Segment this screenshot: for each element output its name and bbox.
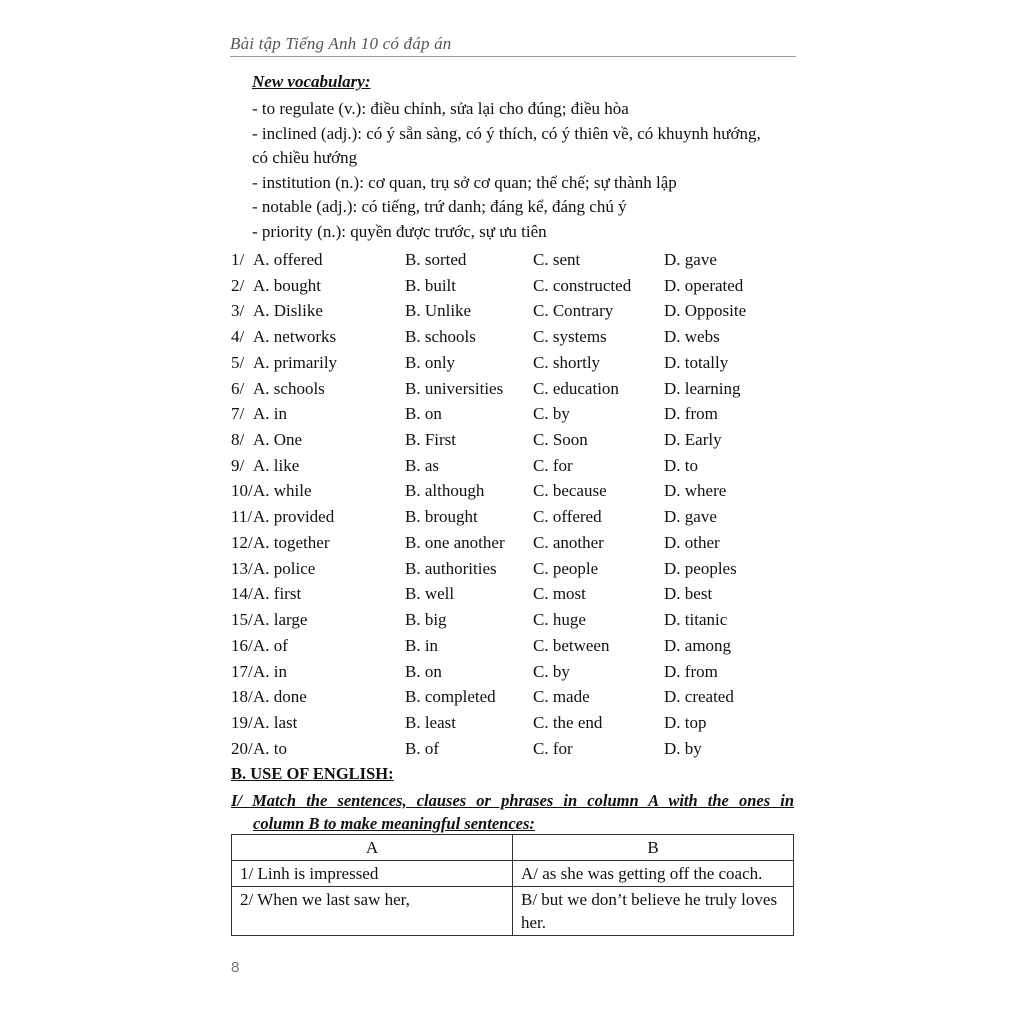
question-number: 15/ xyxy=(231,610,253,630)
question-number: 18/ xyxy=(231,687,253,707)
page-number: 8 xyxy=(231,959,240,976)
option-d: D. operated xyxy=(664,275,744,295)
question-number: 9/ xyxy=(231,455,245,475)
option-d: D. Early xyxy=(664,430,722,450)
vocab-item-notable: - notable (adj.): có tiếng, trứ danh; đáng kể, đáng chú ý xyxy=(252,197,627,217)
option-b: B. well xyxy=(405,584,455,604)
question-row xyxy=(231,455,797,481)
question-row xyxy=(231,532,797,558)
option-c: C. because xyxy=(533,481,607,501)
question-number: 14/ xyxy=(231,584,253,604)
question-number: 2/ xyxy=(231,275,245,295)
question-row xyxy=(231,429,797,455)
question-number: 6/ xyxy=(231,378,245,398)
question-row xyxy=(231,686,797,712)
option-d: D. gave xyxy=(664,507,717,527)
option-b: B. Unlike xyxy=(405,301,472,321)
option-c: C. by xyxy=(533,404,570,424)
option-b: B. sorted xyxy=(405,250,467,269)
option-d: D. created xyxy=(664,687,734,707)
option-a: A. One xyxy=(253,430,303,450)
question-row xyxy=(231,661,797,687)
question-row xyxy=(231,480,797,506)
option-c: C. people xyxy=(533,558,599,578)
question-number: 13/ xyxy=(231,558,253,578)
running-header: Bài tập Tiếng Anh 10 có đáp án xyxy=(230,34,452,53)
vocab-item-regulate: - to regulate (v.): điều chỉnh, sửa lại cho đúng; điều hòa xyxy=(252,99,629,118)
question-number: 20/ xyxy=(231,738,253,758)
table-header-row xyxy=(232,835,794,861)
question-row xyxy=(231,583,797,609)
option-a: A. schools xyxy=(253,378,325,398)
option-b: B. least xyxy=(405,712,456,732)
question-number: 5/ xyxy=(231,352,245,372)
option-c: C. the end xyxy=(533,712,603,732)
option-b: B. built xyxy=(405,275,457,295)
option-d: D. from xyxy=(664,404,718,424)
question-row xyxy=(231,403,797,429)
table-cell-b: A/ as she was getting off the coach. xyxy=(513,861,794,887)
section-b-title: B. USE OF ENGLISH: xyxy=(231,764,394,783)
option-c: C. huge xyxy=(533,610,586,630)
option-b: B. one another xyxy=(405,532,505,552)
question-number: 12/ xyxy=(231,532,253,552)
question-row xyxy=(231,558,797,584)
question-number: 1/ xyxy=(231,250,245,269)
vocab-item-priority: - priority (n.): quyền được trước, sự ưu tiên xyxy=(252,221,547,241)
question-row xyxy=(231,352,797,378)
option-a: A. primarily xyxy=(253,352,338,372)
option-d: D. learning xyxy=(664,378,741,398)
option-d: D. titanic xyxy=(664,610,728,630)
table-cell-b: B/ but we don’t believe he truly loves her. xyxy=(513,887,794,936)
option-b: B. big xyxy=(405,610,447,630)
option-a: A. while xyxy=(253,481,312,501)
option-a: A. in xyxy=(253,661,287,681)
option-b: B. of xyxy=(405,738,439,758)
option-b: B. schools xyxy=(405,327,476,347)
question-number: 11/ xyxy=(231,507,253,527)
task-instruction xyxy=(231,789,794,835)
option-c: C. constructed xyxy=(533,275,632,295)
question-row xyxy=(231,738,797,764)
option-a: A. networks xyxy=(253,327,337,347)
option-d: D. top xyxy=(664,712,707,732)
option-d: D. webs xyxy=(664,327,720,347)
task-line-1: I/ Match the sentences, clauses or phrases in column A with the ones in xyxy=(231,791,794,810)
option-d: D. from xyxy=(664,661,718,681)
option-b: B. brought xyxy=(405,507,478,527)
table-row xyxy=(232,887,794,936)
table-cell-a: 1/ Linh is impressed xyxy=(232,861,513,887)
option-d: D. by xyxy=(664,738,702,758)
option-c: C. for xyxy=(533,738,573,758)
option-d: D. gave xyxy=(664,250,717,269)
question-row xyxy=(231,506,797,532)
option-a: A. like xyxy=(253,455,300,475)
task-line-2: column B to make meaningful sentences: xyxy=(253,814,535,833)
question-number: 8/ xyxy=(231,430,245,450)
option-a: A. large xyxy=(253,610,308,630)
option-d: D. where xyxy=(664,481,727,501)
question-row xyxy=(231,249,797,275)
vocab-item-inclined: - inclined (adj.): có ý sẵn sàng, có ý thích, có ý thiên về, có khuynh hướng, xyxy=(252,123,761,143)
option-d: D. Opposite xyxy=(664,301,747,321)
option-b: B. on xyxy=(405,661,442,681)
option-a: A. in xyxy=(253,404,287,424)
option-d: D. to xyxy=(664,455,698,475)
table-row xyxy=(232,861,794,887)
question-number: 7/ xyxy=(231,404,245,424)
vocab-item-inclined-cont: có chiều hướng xyxy=(252,148,358,168)
option-a: A. offered xyxy=(253,250,323,269)
option-d: D. among xyxy=(664,635,732,655)
option-d: D. peoples xyxy=(664,558,737,578)
option-b: B. completed xyxy=(405,687,496,707)
option-c: C. education xyxy=(533,378,619,398)
option-c: C. shortly xyxy=(533,352,601,372)
column-b-header: B xyxy=(513,835,794,861)
matching-table xyxy=(231,834,794,936)
question-row xyxy=(231,275,797,301)
option-b: B. authorities xyxy=(405,558,497,578)
header-divider xyxy=(230,56,796,57)
question-row xyxy=(231,378,797,404)
option-b: B. in xyxy=(405,635,439,655)
table-cell-a: 2/ When we last saw her, xyxy=(232,887,513,936)
question-row xyxy=(231,300,797,326)
option-a: A. Dislike xyxy=(253,301,323,321)
question-row xyxy=(231,326,797,352)
option-a: A. of xyxy=(253,635,288,655)
option-d: D. other xyxy=(664,532,720,552)
question-number: 4/ xyxy=(231,327,245,347)
option-a: A. to xyxy=(253,738,287,758)
option-c: C. Contrary xyxy=(533,301,614,321)
question-list xyxy=(231,249,797,763)
option-a: A. police xyxy=(253,558,316,578)
option-b: B. as xyxy=(405,455,439,475)
option-b: B. universities xyxy=(405,378,504,398)
vocabulary-list xyxy=(252,97,797,245)
option-c: C. sent xyxy=(533,250,581,269)
option-c: C. made xyxy=(533,687,590,707)
question-row xyxy=(231,712,797,738)
question-number: 16/ xyxy=(231,635,253,655)
question-number: 17/ xyxy=(231,661,253,681)
option-a: A. bought xyxy=(253,275,321,295)
option-c: C. systems xyxy=(533,327,607,347)
question-number: 19/ xyxy=(231,712,253,732)
option-a: A. provided xyxy=(253,507,335,527)
question-number: 3/ xyxy=(231,301,245,321)
option-d: D. totally xyxy=(664,352,729,372)
option-c: C. another xyxy=(533,532,604,552)
vocabulary-title: New vocabulary: xyxy=(252,72,371,91)
option-d: D. best xyxy=(664,584,713,604)
option-b: B. although xyxy=(405,481,485,501)
option-c: C. offered xyxy=(533,507,602,527)
column-a-header: A xyxy=(232,835,513,861)
question-row xyxy=(231,609,797,635)
option-c: C. Soon xyxy=(533,430,588,450)
option-a: A. together xyxy=(253,532,330,552)
option-c: C. between xyxy=(533,635,610,655)
option-a: A. first xyxy=(253,584,302,604)
option-b: B. on xyxy=(405,404,442,424)
option-b: B. only xyxy=(405,352,456,372)
option-c: C. for xyxy=(533,455,573,475)
option-c: C. by xyxy=(533,661,570,681)
question-row xyxy=(231,635,797,661)
question-number: 10/ xyxy=(231,481,253,501)
option-a: A. done xyxy=(253,687,307,707)
option-b: B. First xyxy=(405,430,457,450)
vocab-item-institution: - institution (n.): cơ quan, trụ sở cơ quan; thể chế; sự thành lập xyxy=(252,172,677,192)
option-c: C. most xyxy=(533,584,586,604)
option-a: A. last xyxy=(253,712,298,732)
